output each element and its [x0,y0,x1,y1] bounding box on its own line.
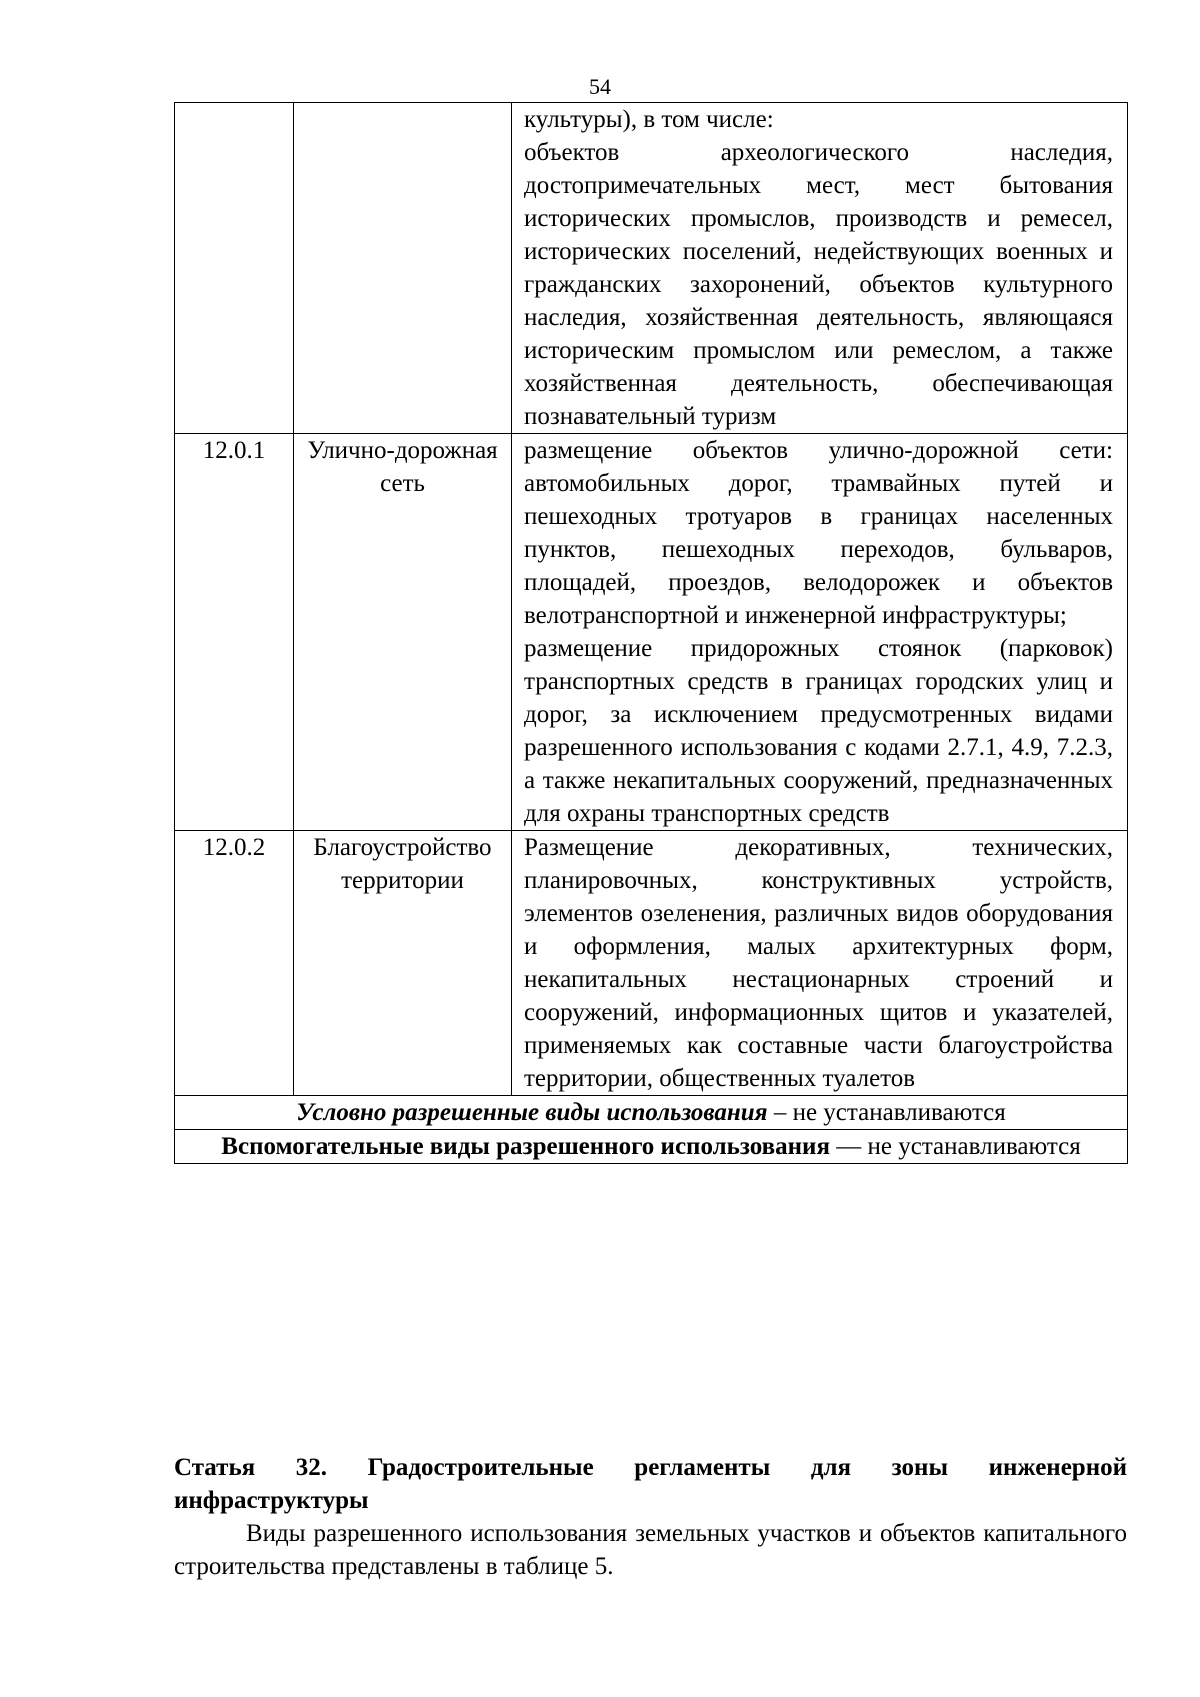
article-heading-line-2: инфраструктуры [174,1487,369,1514]
description-paragraph: объектов археологического наследия, достопримечательных мест, мест бытования исторических промыслов, производств и ремесел, исторических поселений, недействующих военных и гражданских захоронений, объектов культурного наследия, хозяйственная деятельность, являющаяся историческим промыслом или ремеслом, а также хозяйственная деятельность, обеспечивающая познавательный туризм [524,139,1113,430]
conditional-uses-label: Условно разрешенные виды использования [296,1099,768,1126]
code-cell [175,103,294,434]
page-number: 54 [589,74,611,99]
conditional-uses-cell [175,1096,1128,1130]
article-heading [174,1451,1127,1517]
description-paragraph: Размещение декоративных, технических, планировочных, конструктивных устройств, элементов озеленения, различных видов оборудования и оформления, малых архитектурных форм, некапитальных нестационарных строений и сооружений, информационных щитов и указателей, применяемых как составные части благоустройства территории, общественных туалетов [524,834,1113,1092]
conditional-uses-row [175,1096,1128,1130]
code-cell: 12.0.1 [175,434,294,831]
auxiliary-uses-row [175,1130,1128,1164]
description-cell [512,831,1128,1096]
table-row [175,434,1128,831]
article-paragraph: Виды разрешенного использования земельных участков и объектов капитального строительства представлены в таблице 5. [174,1520,1127,1580]
name-cell: Улично-дорожная сеть [294,434,512,831]
article-heading-line-1: Статья 32. Градостроительные регламенты для зоны инженерной [174,1454,1127,1481]
description-paragraph: размещение объектов улично-дорожной сети: автомобильных дорог, трамвайных путей и пешеходных тротуаров в границах населенных пунктов, пешеходных переходов, бульваров, площадей, проездов, велодорожек и объектов велотранспортной и инженерной инфраструктуры; [524,437,1113,629]
description-paragraph: размещение придорожных стоянок (парковок) транспортных средств в границах городских улиц и дорог, за исключением предусмотренных видами разрешенного использования с кодами 2.7.1, 4.9, 7.2.3, а также некапитальных сооружений, предназначенных для охраны транспортных средств [524,635,1113,827]
description-cell [512,103,1128,434]
name-cell: Благоустройство территории [294,831,512,1096]
description-cell [512,434,1128,831]
table-row [175,103,1128,434]
auxiliary-uses-cell [175,1130,1128,1164]
conditional-uses-status: – не устанавливаются [767,1099,1006,1126]
auxiliary-uses-status: — не устанавливаются [830,1133,1081,1160]
name-cell [294,103,512,434]
description-paragraph: культуры), в том числе: [524,106,774,133]
auxiliary-uses-label: Вспомогательные виды разрешенного использования [221,1133,830,1160]
code-cell: 12.0.2 [175,831,294,1096]
table-row [175,831,1128,1096]
land-use-table [174,102,1128,1164]
